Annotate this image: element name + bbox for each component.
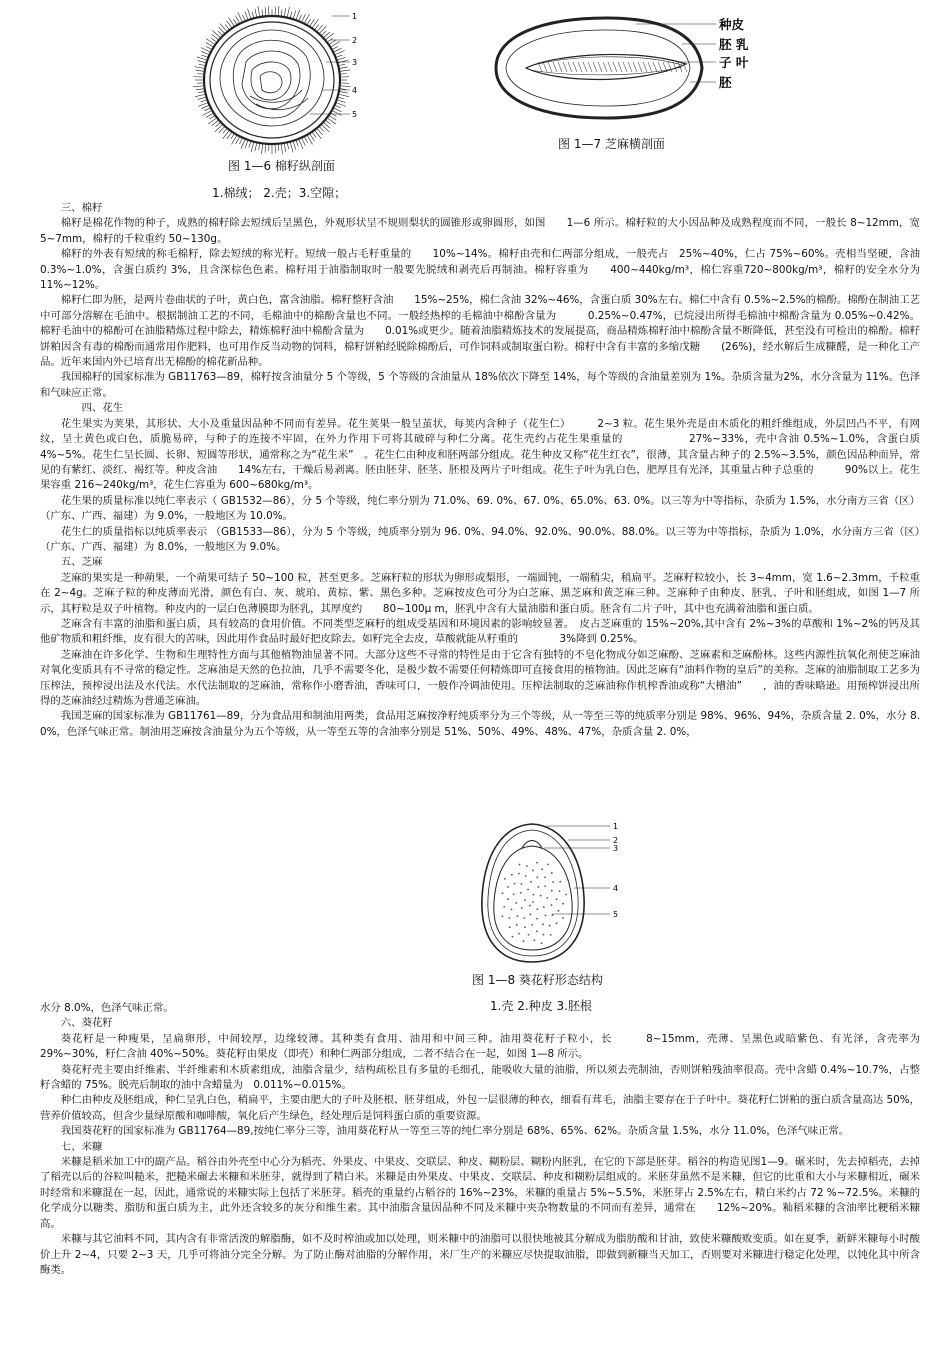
paragraph: 米糠与其它油料不同，其内含有非常活泼的解脂酶，如不及时榨油或加以处理，则米糠中的油脂可以很快地被其分解成为脂肪酸和甘油，致使米糠酸败变质。如在夏季，新鲜米糠每小时酸价上升 2~4，只要 2~3 天，几乎可将油分完全分解。为了防止酶对油脂的分解作用，米厂生产的米糠应尽快提取油脂，即做到新糠当天加工，否则要对米糠进行稳定化处理，以钝化其中所含酶类。 bbox=[40, 1233, 920, 1276]
cottonseed-label-1: 1 bbox=[352, 12, 358, 21]
sunflower-label-2: 2 bbox=[613, 836, 619, 845]
main-text-bottom bbox=[40, 1001, 920, 1278]
sunflower-seed-figure bbox=[474, 818, 634, 968]
sesame-label-endosperm: 胚 乳 bbox=[719, 37, 749, 52]
paragraph: 我国芝麻的国家标准为 GB11761—89，分为食品用和制油用两类，食品用芝麻按净籽纯质率分为三个等级，从一等至三等的纯质率分别是 98%、96%、94%，杂质含量 2. 0%，水分 8. 0%，色泽气味正常。制油用芝麻按含油量分为五个等级，从一等至五等的含油率分别是 51%、50%、49%、48%、47%，杂质含量 2. 0%， bbox=[40, 710, 920, 738]
sesame-drawing bbox=[486, 10, 786, 130]
fig18-caption: 图 1—8 葵花籽形态结构 bbox=[472, 973, 603, 987]
cottonseed-label-2: 2 bbox=[352, 36, 358, 45]
section-heading-peanut: 四、花生 bbox=[81, 402, 124, 415]
paragraph: 花生果的质量标准以纯仁率表示（ GB1532—86），分 5 个等级，纯仁率分别为 71.0%、69. 0%、67. 0%、65.0%、63. 0%。以三等为中等指标，杂质为 1.5%，水分南方三省（区）（广东、广西、福建）为 9.0%，一般地区为 10.0%。 bbox=[40, 494, 920, 523]
paragraph: 葵花籽是一种瘦果，呈扁卵形，中间较厚，边缘较薄。其种类有食用、油用和中间三种。油用葵花籽子粒小，长 8~15mm，壳薄、呈黑色或暗紫色、有光泽，含壳率为 29%~30%，籽仁含油 40%~50%。葵花籽由果皮（即壳）和种仁两部分组成，二者不结合在一起，如图 1—8 所示。 bbox=[40, 1032, 920, 1061]
cottonseed-figure bbox=[190, 6, 375, 154]
section-heading-rice-bran: 七、米糠 bbox=[60, 1140, 103, 1153]
paragraph: 花生仁的质量指标以纯质率表示 （GB1533—86），分为 5 个等级，纯质率分别为 96. 0%、94.0%、92.0%、90.0%、88.0%。以三等为中等指标，杂质为 1.0%，水分南方三省（区）（广东、广西、福建）为 8.0%，一般地区为 9.0%。 bbox=[40, 525, 920, 553]
sesame-figure bbox=[486, 10, 786, 130]
section-heading-sesame: 五、芝麻 bbox=[60, 556, 103, 569]
paragraph: 我国棉籽的国家标准为 GB11763—89，棉籽按含油量分 5 个等级，5 个等级的含油量从 18%依次下降至 14%，每个等级的含油量差别为 1%。杂质含量为2%，水分含量为 11%。色泽和气味应正常。 bbox=[40, 371, 920, 399]
cottonseed-drawing bbox=[190, 6, 375, 154]
fig18-legend: 1.壳 2.种皮 3.胚根 bbox=[490, 999, 592, 1013]
sunflower-label-3: 3 bbox=[613, 844, 619, 853]
paragraph: 芝麻的果实是一种蒴果，一个蒴果可结子 50~100 粒，甚至更多。芝麻籽粒的形状为卵形或梨形，一端圆钝，一端稍尖，稍扁平。芝麻籽粒较小，长 3~4mm，宽 1.6~2.3mm，千粒重在 2~4g。芝麻子粒的种皮薄而光滑，颜色有白、灰、琥珀、黄棕、紫、黑色多种。芝麻按皮色可分为白芝麻、黑芝麻和黄芝麻三种。芝麻种子由种皮、胚乳、子叶和胚组成，如图 1—7 所示，其籽粒是双子叶植物。种皮内的一层白色薄膜即为胚乳，其厚度约 80~100μ m，胚乳中含有大量油脂和蛋白质。胚含有二片子叶，其中也充满着油脂和蛋白质。 bbox=[40, 571, 920, 615]
paragraph: 芝麻油在许多化学、生物和生理特性方面与其他植物油显著不同。大部分这些不寻常的特性是由于它含有独特的不皂化物成分如芝麻酚、芝麻素和芝麻酚林。这些内源性抗氧化剂使芝麻油对氧化变质具有不寻常的稳定性。芝麻油是天然的色拉油，几乎不需要冬化，是极少数不需要任何精炼即可直接食用的植物油。因此芝麻有“油料作物的皇后”的美称。芝麻的油脂制取工艺多为压榨法，预榨浸出法及水代法。水代法制取的芝麻油，常称作小磨香油，香味可口，一般作冷调油使用。压榨法制取的芝麻油称作机榨香油或称“大槽油” ，油的香味略逊。用预榨饼浸出所得的芝麻油经过精炼为普通芝麻油。 bbox=[40, 648, 920, 707]
paragraph: 我国葵花籽的国家标准为 GB11764—89,按纯仁率分三等，油用葵花籽从一等至三等的纯仁率分别是 68%、65%、62%。杂质含量 1.5%，水分 11.0%，色泽气味正常。 bbox=[60, 1125, 850, 1138]
sunflower-label-5: 5 bbox=[613, 910, 619, 919]
paragraph: 花生果实为荚果，其形状、大小及重量因品种不同而有差异。花生荚果一般呈茧状，每荚内含种子（花生仁） 2~3 粒。花生果外壳是由木质化的粗纤维组成，外层凹凸不平，有网纹，呈土黄色或白色，质脆易碎，与种子的连接不牢固，在外力作用下可将其破碎与种仁分离。花生壳约占花生果重量的 27%~33%，壳中含油 0.5%~1.0%，含蛋白质 4%~5%。花生仁呈长圆、长卵、短圆等形状，通常称之为“花生米” 。花生仁由种皮和胚两部分组成。花生种皮又称“花生红衣”，很薄，其含量占种子的 2.5%~3.5%，颜色因品种而异，常见的有紫红、淡红、褐红等。种皮含油 14%左右，干燥后易剥离。胚由胚芽、胚茎、胚根及两片子叶组成。花生子叶为乳白色，肥厚且有光泽，其重量占种子总重的 90%以上。花生果容重 216~240kg/m³，花生仁容重为 600~680kg/m³。 bbox=[40, 417, 920, 492]
paragraph: 芝麻含有丰富的油脂和蛋白质，具有较高的食用价值。不同类型芝麻籽的组成受基因和环境因素的影响较显著。 皮占芝麻重的 15%~20%,其中含有 2%~3%的草酸和 1%~2%的钙及其他矿物质和粗纤维，皮有很大的苦味，因此用作食品时最好把皮除去。如籽完全去皮，草酸就能从籽重的 3%降到 0.25%。 bbox=[40, 617, 920, 646]
paragraph: 棉籽仁即为胚，是两片卷曲状的子叶，黄白色，富含油脂。棉籽整籽含油 15%~25%，棉仁含油 32%~46%，含蛋白质 30%左右。棉仁中含有 0.5%~2.5%的棉酚。棉酚在制油工艺中可部分溶解在毛油中。根据制油工艺的不同，毛棉油中的棉酚含量也不同。一般经热榨的毛棉油中棉酚含量为 0.25%~0.47%，已烷浸出所得毛棉油中棉酚含量为 0.05%~0.42%。棉籽毛油中的棉酚可在油脂精炼过程中除去，精炼棉籽油中棉酚含量为 0.01%或更少。随着油脂精炼技术的发展提高，商品精炼棉籽油中棉酚含量不断降低，甚至没有可检出的棉酚。棉籽饼粕因含有毒的棉酚而通常用作肥料，也可用作反当动物的饲料，棉籽饼粕经脱除棉酚后，可作饲料或制取蛋白粉。棉籽中含有丰富的多缩戊糖 (26%)，经水解后生成糠醛，是一种化工产品。近年来国内外已培育出无棉酚的棉花新品种。 bbox=[40, 294, 920, 369]
sesame-label-cotyledon: 子 叶 bbox=[719, 55, 749, 70]
cottonseed-label-4: 4 bbox=[352, 86, 358, 95]
cottonseed-label-5: 5 bbox=[352, 110, 358, 119]
fig17-caption: 图 1—7 芝麻横剖面 bbox=[558, 137, 665, 151]
paragraph: 棉籽是棉花作物的种子，成熟的棉籽除去短绒后呈黑色，外观形状呈不规则梨状的圆锥形或卵圆形，如图 1—6 所示。棉籽粒的大小因品种及成熟程度而不同，一般长 8~12mm，宽 5~7mm，棉籽的千粒重约 50~130g。 bbox=[40, 217, 920, 245]
sesame-label-embryo: 胚 bbox=[719, 75, 732, 90]
paragraph: 种仁由种皮及胚组成，种仁呈乳白色，稍扁平，主要由肥大的子叶及胚根、胚芽组成，外包一层很薄的种衣，细看有茸毛，油脂主要存在于子叶中。葵花籽仁饼粕的蛋白质含量高达 50%，营养价值较高，但含少量绿原酸和咖啡酸，氧化后产生绿色，经处理后是饲料蛋白质的重要资源。 bbox=[40, 1094, 920, 1122]
sunflower-seed-drawing bbox=[474, 818, 634, 968]
paragraph: 水分 8.0%，色泽气味正常。 bbox=[40, 1002, 174, 1014]
sunflower-label-4: 4 bbox=[613, 884, 619, 893]
cottonseed-label-3: 3 bbox=[352, 58, 358, 67]
section-heading-cottonseed: 三、棉籽 bbox=[60, 202, 103, 214]
fig16-legend: 1.棉绒； 2.壳；3.空隙； bbox=[212, 186, 347, 200]
paragraph: 棉籽的外表有短绒的称毛棉籽，除去短绒的称光籽。短绒一般占毛籽重量的 10%~14%。棉籽由壳和仁两部分组成，一般壳占 25%~40%，仁占 75%~60%。壳相当坚硬，含油 0.3%~1.0%，含蛋白质约 3%，且含深棕色色素。棉籽用于油脂制取时一般要先脱绒和剥壳后再制油。棉籽容重为 400~440kg/m³，棉仁容重720~800kg/m³，棉籽的安全水分为 11%~12%。 bbox=[40, 248, 920, 292]
main-text-top bbox=[40, 201, 920, 740]
sunflower-label-1: 1 bbox=[613, 822, 619, 831]
paragraph: 葵花籽壳主要由纤维素、半纤维素和木质素组成，油脂含量少，结构疏松且有多量的毛细孔，能吸收大量的油脂，所以须去壳制油，否则饼粕残油率很高。壳中含蜡 0.4%~10.7%，占整籽含蜡的 75%。脱壳后制取的油中含蜡量为 0.011%~0.015%。 bbox=[40, 1063, 920, 1092]
sesame-label-seed-coat: 种皮 bbox=[719, 17, 745, 32]
paragraph: 米糠是稻米加工中的副产品。稻谷由外壳至中心分为稻壳、外果皮、中果皮、交联层、种皮、糊粉层、糊粉内胚乳，在它的下部是胚芽。稻谷的构造见图1—9。碾米时，先去掉稻壳，去掉了稻壳以后的谷粒叫糙米，把糙米碾去米糠和米胚芽，就得到了精白米。米糠是由外果皮、中果皮、交联层、种皮和糊粉层组成的。米胚芽虽然不是米糠，但它的比重和大小与米糠相近，碾米时经常和米糠混在一起，因此，通常说的米糠实际上包括了米胚芽。稻壳的重量约占稻谷的 16%~23%，米糠的重量占 5%~5.5%，米胚芽占 2.5%左右，精白米约占 72 %~72.5%。米糠的化学成分以糖类、脂肪和蛋白质为主，此外还含较多的灰分和维生素。其中油脂含量因品种不同及米糠中夹杂物数量的不同而有差异，通常在 12%~20%。籼稻米糠的含油率比粳稻米糠高。 bbox=[40, 1156, 920, 1230]
section-heading-sunflower: 六、葵花籽 bbox=[60, 1017, 113, 1030]
fig16-caption: 图 1—6 棉籽纵剖面 bbox=[228, 159, 335, 173]
